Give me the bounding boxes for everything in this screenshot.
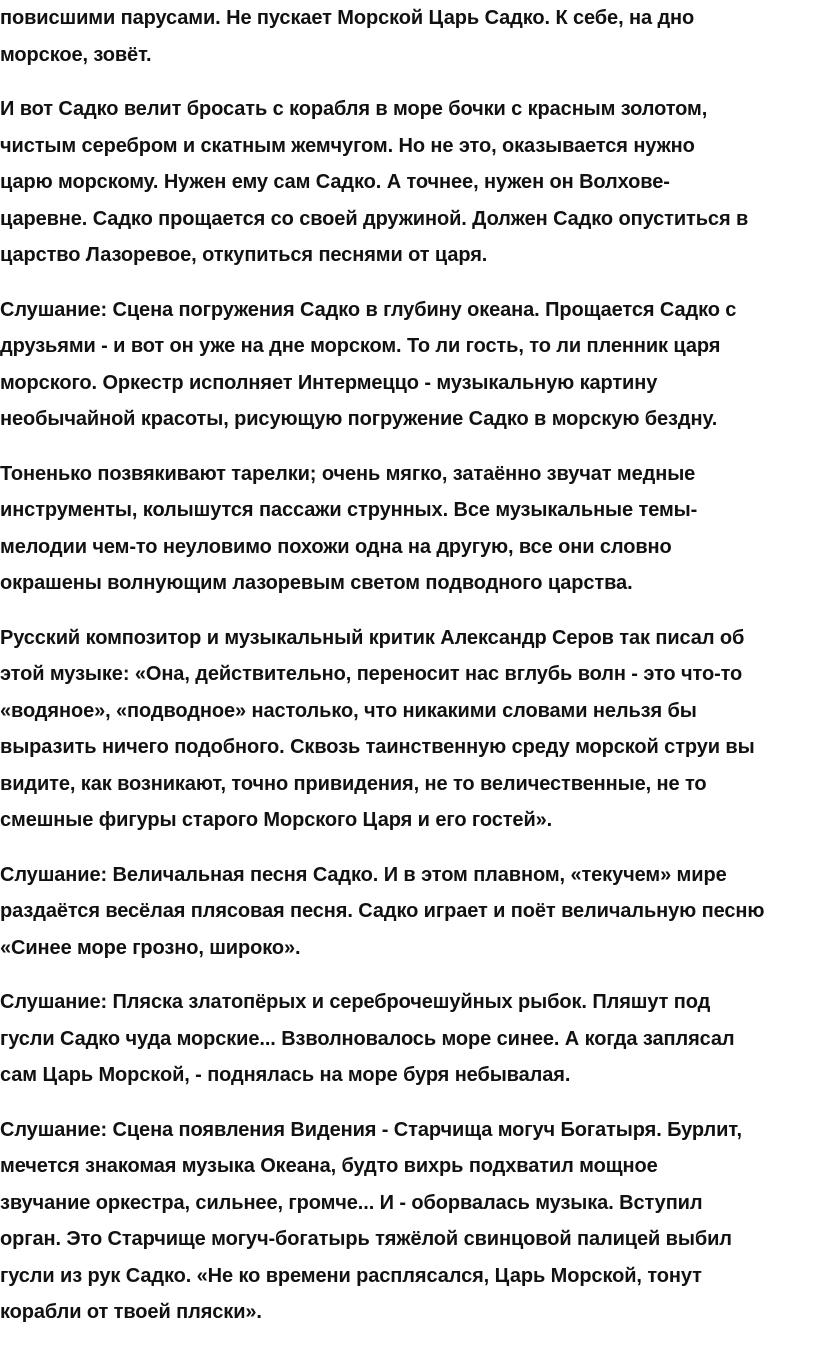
paragraph-2: И вот Садко велит бросать с корабля в море бочки с красным золотом, чистым серебром и скатным жемчугом. Но не это, оказывается нужно царю морскому. Нужен ему сам Садко. А точнее, нужен он Волхове- царевне. Садко прощается со своей дружиной. Должен Садко опуститься в царство Лазоревое, откупиться песнями от царя.	[0, 98, 749, 266]
paragraph-4: Тоненько позвякивают тарелки; очень мягко, затаённо звучат медные инструменты, колышутся пассажи струнных. Все музыкальные темы- мелодии чем-то неуловимо похожи одна на другую, все они словно окрашены волнующим лазоревым светом подводного царства.	[0, 462, 698, 594]
paragraph-8: Слушание: Сцена появления Видения - Старчища могуч Богатыря. Бурлит, мечется знакомая музыка Океана, будто вихрь подхватил мощное звучание оркестра, сильнее, громче... И - оборвалась музыка. Вступил орган. Это Старчище могуч-богатырь тяжёлой свинцовой палицей выбил гусли из рук Садко. «Не ко времени расплясался, Царь Морской, тонут корабли от твоей пляски».	[0, 1118, 742, 1323]
paragraph-5: Русский композитор и музыкальный критик Александр Серов так писал об этой музыке: «Она, действительно, переносит нас вглубь волн - это что-то «водяное», «подводное» настолько, что никакими словами нельзя бы выразить ничего подобного. Сквозь таинственную среду морской струи вы видите, как возникают, точно привидения, не то величественные, не то смешные фигуры старого Морского Царя и его гостей».	[0, 626, 755, 831]
paragraph-7: Слушание: Пляска златопёрых и сереброчешуйных рыбок. Пляшут под гусли Садко чуда морские... Взволновалось море синее. А когда заплясал сам Царь Морской, - поднялась на море буря небывалая.	[0, 991, 735, 1086]
paragraph-6: Слушание: Величальная песня Садко. И в этом плавном, «текучем» мире раздаётся весёлая плясовая песня. Садко играет и поёт величальную песню «Синее море грозно, широко».	[0, 863, 765, 959]
paragraph-1: повисшими парусами. Не пускает Морской Царь Садко. К себе, на дно морское, зовёт.	[0, 7, 695, 66]
paragraph-3: Слушание: Сцена погружения Садко в глубину океана. Прощается Садко с друзьями - и вот он уже на дне морском. То ли гость, то ли пленник царя морского. Оркестр исполняет Интермеццо - музыкальную картину необычайной красоты, рисующую погружение Садко в морскую бездну.	[0, 298, 737, 430]
